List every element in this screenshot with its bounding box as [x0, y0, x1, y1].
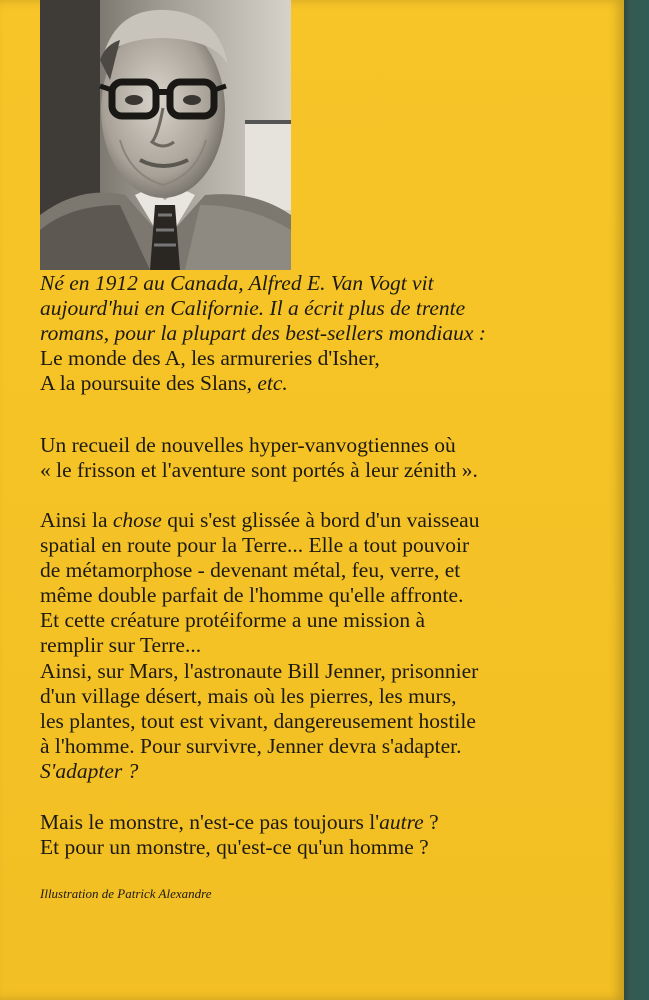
paragraph-chose [40, 508, 615, 658]
p4-line1-c: ? [423, 810, 439, 834]
paragraph-line: de métamorphose - devenant métal, feu, verre, et [40, 558, 461, 582]
illustration-credit: Illustration de Patrick Alexandre [40, 886, 212, 901]
bio-line-5 [40, 371, 615, 396]
paragraph-line: Et cette créature protéiforme a une mission à [40, 608, 426, 632]
bio-line: Né en 1912 au Canada, Alfred E. Van Vogt vit [40, 271, 434, 295]
paragraph-line-1 [40, 810, 615, 835]
paragraph-line: d'un village désert, mais où les pierres, les murs, [40, 684, 457, 708]
p4-line1-autre: autre [379, 810, 424, 834]
p4-line1-a: Mais le monstre, n'est-ce pas toujours l' [40, 810, 380, 834]
paragraph-line: remplir sur Terre... [40, 633, 202, 657]
p2-line1-chose: chose [112, 508, 162, 532]
paragraph-line: Ainsi, sur Mars, l'astronaute Bill Jenner, prisonnier [40, 659, 479, 683]
paragraph-intro [40, 433, 615, 483]
paragraph-line: Un recueil de nouvelles hyper-vanvogtiennes où [40, 433, 456, 457]
paragraph-line-adapter: S'adapter ? [40, 759, 139, 783]
paragraph-line: Et pour un monstre, qu'est-ce qu'un homme ? [40, 835, 429, 859]
paragraph-mars [40, 659, 615, 784]
author-bio [40, 271, 615, 396]
author-photo [40, 0, 291, 270]
p2-line1-c: qui s'est glissée à bord d'un vaisseau [161, 508, 480, 532]
paragraph-line-1 [40, 508, 615, 533]
paragraph-line: « le frisson et l'aventure sont portés à leur zénith ». [40, 458, 478, 482]
p2-line1-a: Ainsi la [40, 508, 113, 532]
paragraph-line: spatial en route pour la Terre... Elle a tout pouvoir [40, 533, 470, 557]
paragraph-line: à l'homme. Pour survivre, Jenner devra s'adapter. [40, 734, 462, 758]
paragraph-line: les plantes, tout est vivant, dangereusement hostile [40, 709, 476, 733]
bio-line: romans, pour la plupart des best-sellers mondiaux : [40, 321, 486, 345]
bio-line-5-etc: etc. [257, 371, 288, 395]
paragraph-monstre [40, 810, 615, 860]
bio-line-5-text: A la poursuite des Slans, [40, 371, 258, 395]
paragraph-line: même double parfait de l'homme qu'elle affronte. [40, 583, 464, 607]
bio-line: Le monde des A, les armureries d'Isher, [40, 346, 380, 370]
bio-line: aujourd'hui en Californie. Il a écrit plus de trente [40, 296, 466, 320]
